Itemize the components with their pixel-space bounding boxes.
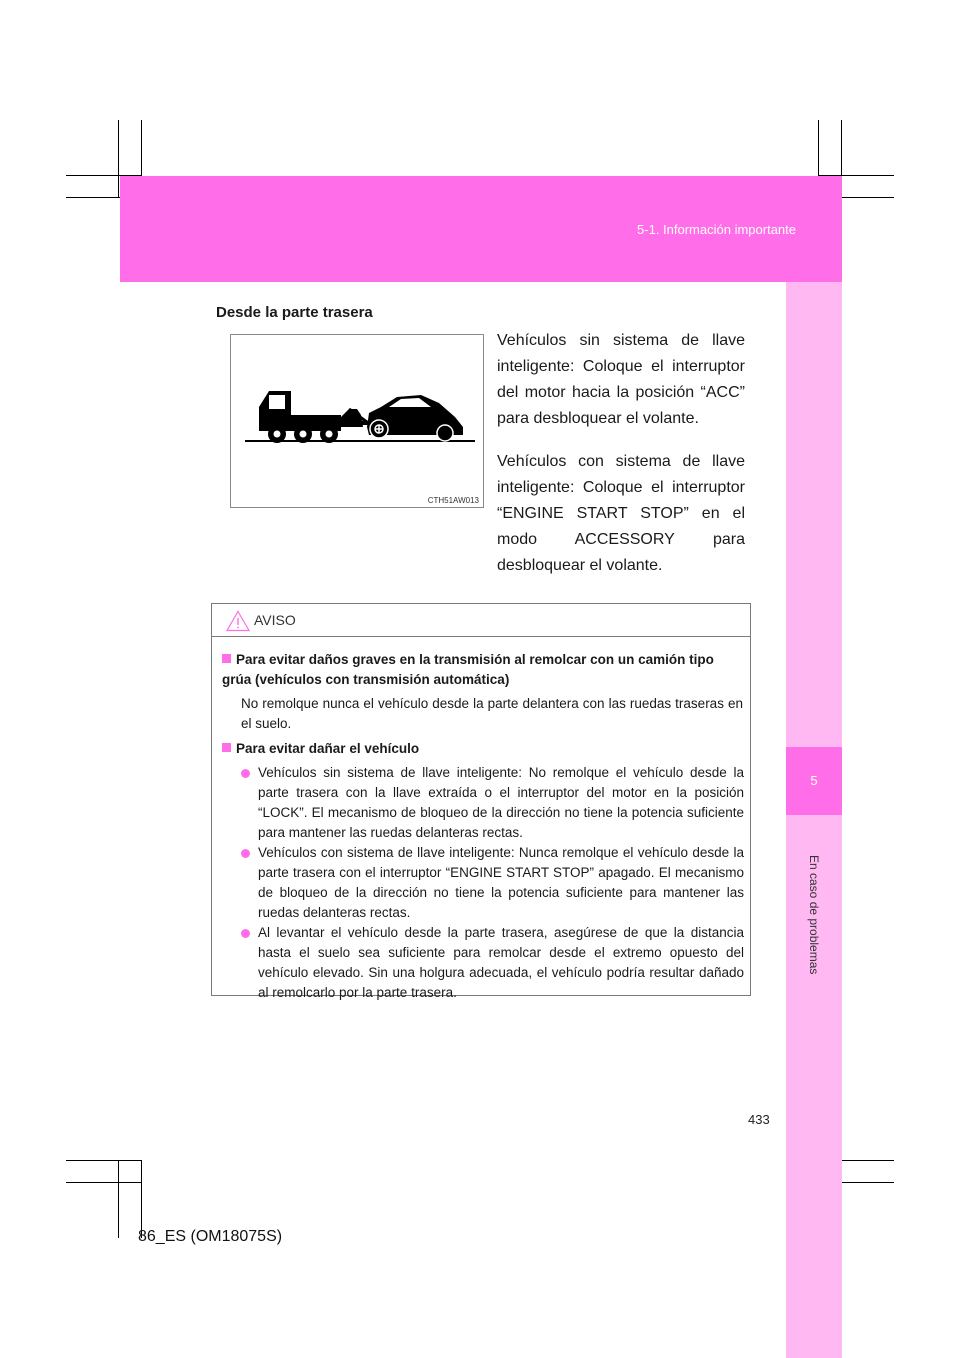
square-bullet-icon — [222, 743, 231, 752]
chapter-title-text: En caso de problemas — [807, 855, 821, 975]
chapter-number: 5 — [786, 747, 842, 815]
section-title: Desde la parte trasera — [216, 304, 373, 321]
notice-title: AVISO — [254, 612, 296, 628]
square-bullet-icon — [222, 654, 231, 663]
page-number: 433 — [748, 1112, 770, 1127]
bullet-dot-icon — [241, 849, 250, 858]
warning-triangle-icon — [226, 610, 250, 632]
notice-header — [212, 604, 750, 637]
bullet-dot-icon — [241, 769, 250, 778]
notice-heading — [222, 739, 742, 759]
warning-notice — [211, 603, 751, 1000]
notice-text: No remolque nunca el vehículo desde la parte delantera con las ruedas traseras en el suelo. — [241, 696, 743, 731]
crop-mark — [141, 1160, 142, 1238]
notice-bullet: Al levantar el vehículo desde la parte trasera, asegúrese de que la distancia hasta el suelo sea suficiente para remolcar desde el extremo opuesto del vehículo elevado. Sin una holgura adecuada, el vehículo podría resultar dañado al remolcarlo por la parte trasera. — [258, 925, 744, 1000]
figure-code: CTH51AW013 — [427, 496, 479, 505]
tow-truck-car-icon — [231, 335, 483, 507]
notice-heading — [222, 650, 742, 690]
notice-bullet: Vehículos con sistema de llave inteligente: Nunca remolque el vehículo desde la parte trasera con el interruptor “ENGINE START STOP” apagado. El mecanismo de bloqueo de la dirección no tiene la potencia suficiente para mantener las ruedas delanteras rectas. — [258, 845, 744, 920]
document-code: 86_ES (OM18075S) — [138, 1228, 283, 1245]
crop-mark — [118, 120, 119, 198]
tow-illustration — [230, 334, 484, 508]
notice-bullet: Vehículos sin sistema de llave inteligente: No remolque el vehículo desde la parte trasera con la llave extraída o el interruptor del motor en la posición “LOCK”. El mecanismo de bloqueo de la dirección no tiene la potencia suficiente para mantener las ruedas delanteras rectas. — [258, 765, 744, 840]
crop-mark — [66, 1182, 142, 1183]
body-paragraph: Vehículos sin sistema de llave inteligente: Coloque el interruptor del motor hacia la posición “ACC” para desbloquear el volante. — [497, 332, 745, 427]
chapter-title — [786, 830, 842, 1000]
crop-mark — [118, 1160, 119, 1238]
crop-mark — [66, 1160, 142, 1161]
bullet-dot-icon — [241, 929, 250, 938]
section-breadcrumb: 5-1. Información importante — [637, 222, 796, 237]
notice-heading-text: Para evitar dañar el vehículo — [236, 741, 420, 756]
body-paragraph: Vehículos con sistema de llave inteligente: Coloque el interruptor “ENGINE START STOP” en el modo ACCESSORY para desbloquear el volante. — [497, 453, 745, 574]
chapter-sidebar — [786, 282, 842, 1358]
notice-heading-text: Para evitar daños graves en la transmisión al remolcar con un camión tipo grúa (vehículos con transmisión automática) — [222, 652, 714, 687]
